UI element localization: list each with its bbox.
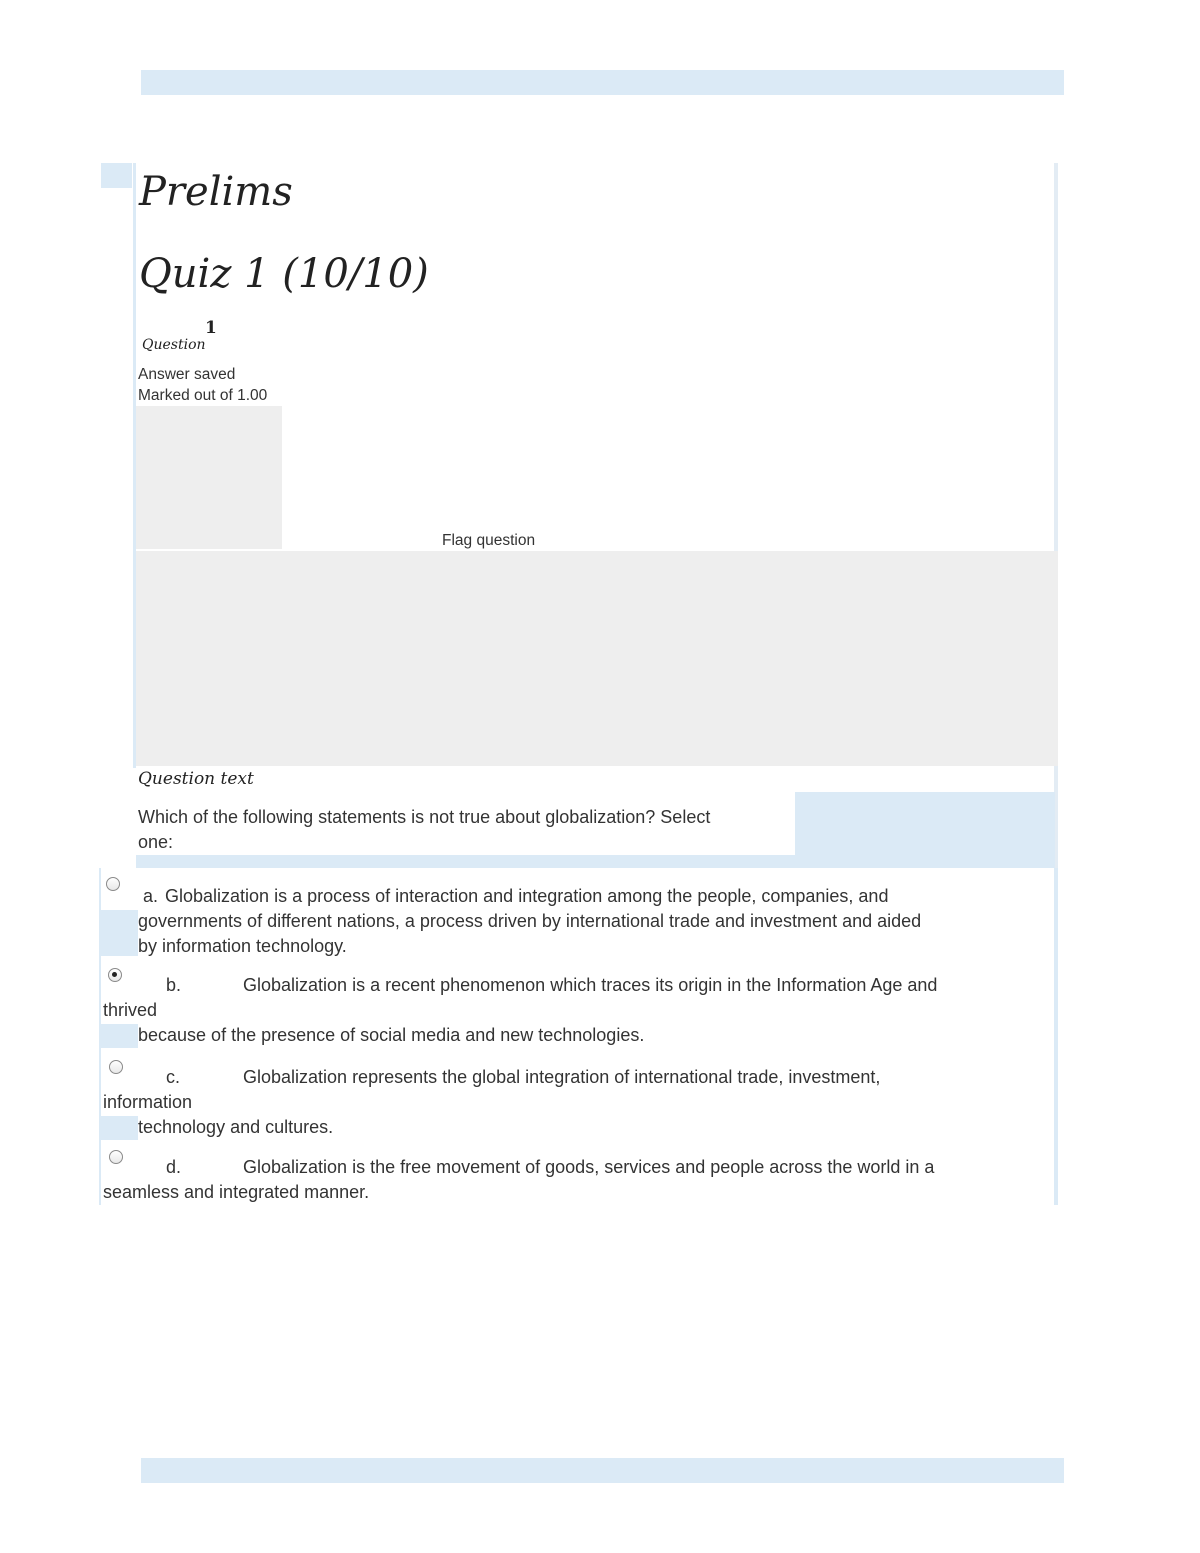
option-b-radio[interactable]	[108, 968, 122, 982]
option-c-letter: c.	[166, 1067, 181, 1087]
option-a-line3: by information technology.	[138, 936, 347, 956]
option-d-line1: Globalization is the free movement of goods, services and people across the world in a	[243, 1157, 935, 1177]
left-marker	[101, 163, 132, 188]
question-content-panel	[136, 551, 1058, 766]
question-number: 1	[205, 318, 217, 338]
option-d-line2: seamless and integrated manner.	[103, 1182, 370, 1202]
page-header-band	[141, 70, 1064, 95]
option-a-letter: a.	[143, 886, 159, 906]
option-c-radio[interactable]	[109, 1060, 123, 1074]
option-a-line2: governments of different nations, a process driven by international trade and investment and aided	[138, 911, 922, 931]
page-title: Prelims	[139, 169, 293, 215]
option-d-letter: d.	[166, 1157, 182, 1177]
question-prompt-line1: Which of the following statements is not true about globalization? Select	[138, 807, 711, 827]
option-a-radio[interactable]	[106, 877, 120, 891]
option-b-line3: because of the presence of social media and new technologies.	[138, 1025, 645, 1045]
prompt-right-band	[795, 792, 1055, 868]
question-label: Question	[142, 337, 206, 353]
option-b-indent	[101, 1024, 138, 1048]
answers-right-border	[1054, 868, 1058, 1205]
question-marks: Marked out of 1.00	[138, 387, 268, 404]
option-a-indent	[101, 910, 138, 956]
option-c-line2: information	[103, 1092, 193, 1112]
quiz-title: Quiz 1 (10/10)	[139, 251, 429, 297]
option-a-line1: Globalization is a process of interaction and integration among the people, companies, and	[165, 886, 889, 906]
option-c-line1: Globalization represents the global integration of international trade, investment,	[243, 1067, 881, 1087]
option-b-line1: Globalization is a recent phenomenon which traces its origin in the Information Age and	[243, 975, 938, 995]
flag-question-link[interactable]: Flag question	[442, 532, 536, 549]
prompt-bottom-band	[136, 855, 795, 868]
question-info-panel	[136, 406, 282, 549]
question-status: Answer saved	[138, 366, 236, 383]
option-c-indent	[101, 1116, 138, 1140]
option-b-line2: thrived	[103, 1000, 158, 1020]
question-text-heading: Question text	[138, 769, 254, 789]
page-footer-band	[141, 1458, 1064, 1483]
option-c-line3: technology and cultures.	[138, 1117, 334, 1137]
question-prompt-line2: one:	[138, 832, 174, 852]
option-b-letter: b.	[166, 975, 182, 995]
option-d-radio[interactable]	[109, 1150, 123, 1164]
